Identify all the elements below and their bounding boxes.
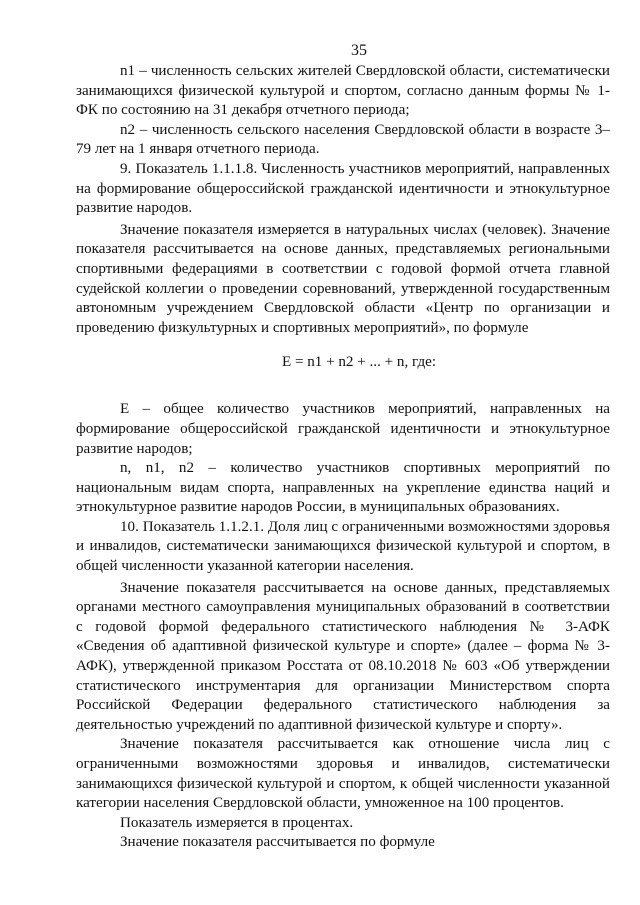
paragraph-units: Показатель измеряется в процентах. bbox=[120, 814, 354, 831]
paragraph-n1-definition: n1 – численность сельских жителей Свердловской области, систематически занимающихся физической культурой и спортом, согласно данным формы № 1-ФК по состоянию на 31 декабря отчетного периода; bbox=[76, 63, 610, 119]
paragraph-indicator-10-heading: 10. Показатель 1.1.2.1. Доля лиц с ограниченными возможностями здоровья и инвалидов, систематически занимающихся физической культурой и спортом, в общей численности указанной категории населения. bbox=[76, 518, 610, 575]
formula-e-sum: E = n1 + n2 + ... + n, где: bbox=[281, 354, 437, 371]
paragraph-indicator-10-calculation: Значение показателя рассчитывается как отношение числа лиц с ограниченными возможностями здоровья и инвалидов, систематически занимающихся физической культурой и спортом, к общей численности указанной категории населения Свердловской области, умноженное на 100 процентов. bbox=[76, 736, 610, 812]
paragraph-indicator-9-method: Значение показателя измеряется в натуральных числах (человек). Значение показателя рассчитывается на основе данных, представляемых региональными спортивными федерациями в соответствии с годовой формой отчета главной судейской коллегии о проведении соревнований, утвержденной государственным автономным учреждением Свердловской области «Центр по организации и проведению физкультурных и спортивных мероприятий», по формуле bbox=[76, 221, 610, 336]
paragraph-e-definition: E – общее количество участников мероприятий, направленных на формирование общероссийской гражданской идентичности и этнокультурное развитие народов; bbox=[76, 401, 610, 457]
paragraph-indicator-10-source: Значение показателя рассчитывается на основе данных, представляемых органами местного самоуправления муниципальных образований в соответствии с годовой формой федерального статистического наблюдения № 3-АФК «Сведения об адаптивной физической культуре и спорте» (далее – форма № 3-АФК), утвержденной приказом Росстата от 08.10.2018 № 603 «Об утверждении статистического инструментария для организации Министерством спорта Российской Федерации федерального статистического наблюдения за деятельностью учреждений по адаптивной физической культуре и спорту». bbox=[76, 579, 610, 733]
paragraph-indicator-9-heading: 9. Показатель 1.1.1.8. Численность участников мероприятий, направленных на формирование общероссийской гражданской идентичности и этнокультурное развитие народов. bbox=[76, 160, 610, 217]
document-body bbox=[76, 62, 610, 853]
paragraph-n2-definition: n2 – численность сельского населения Свердловской области в возрасте 3–79 лет на 1 января отчетного периода. bbox=[76, 121, 610, 158]
paragraph-formula-intro: Значение показателя рассчитывается по формуле bbox=[120, 834, 435, 851]
page-number: 35 bbox=[351, 42, 367, 59]
paragraph-n-definition: n, n1, n2 – количество участников спортивных мероприятий по национальным видам спорта, направленных на укрепление единства наций и этнокультурное развитие народов России, в муниципальных образованиях. bbox=[76, 460, 610, 516]
